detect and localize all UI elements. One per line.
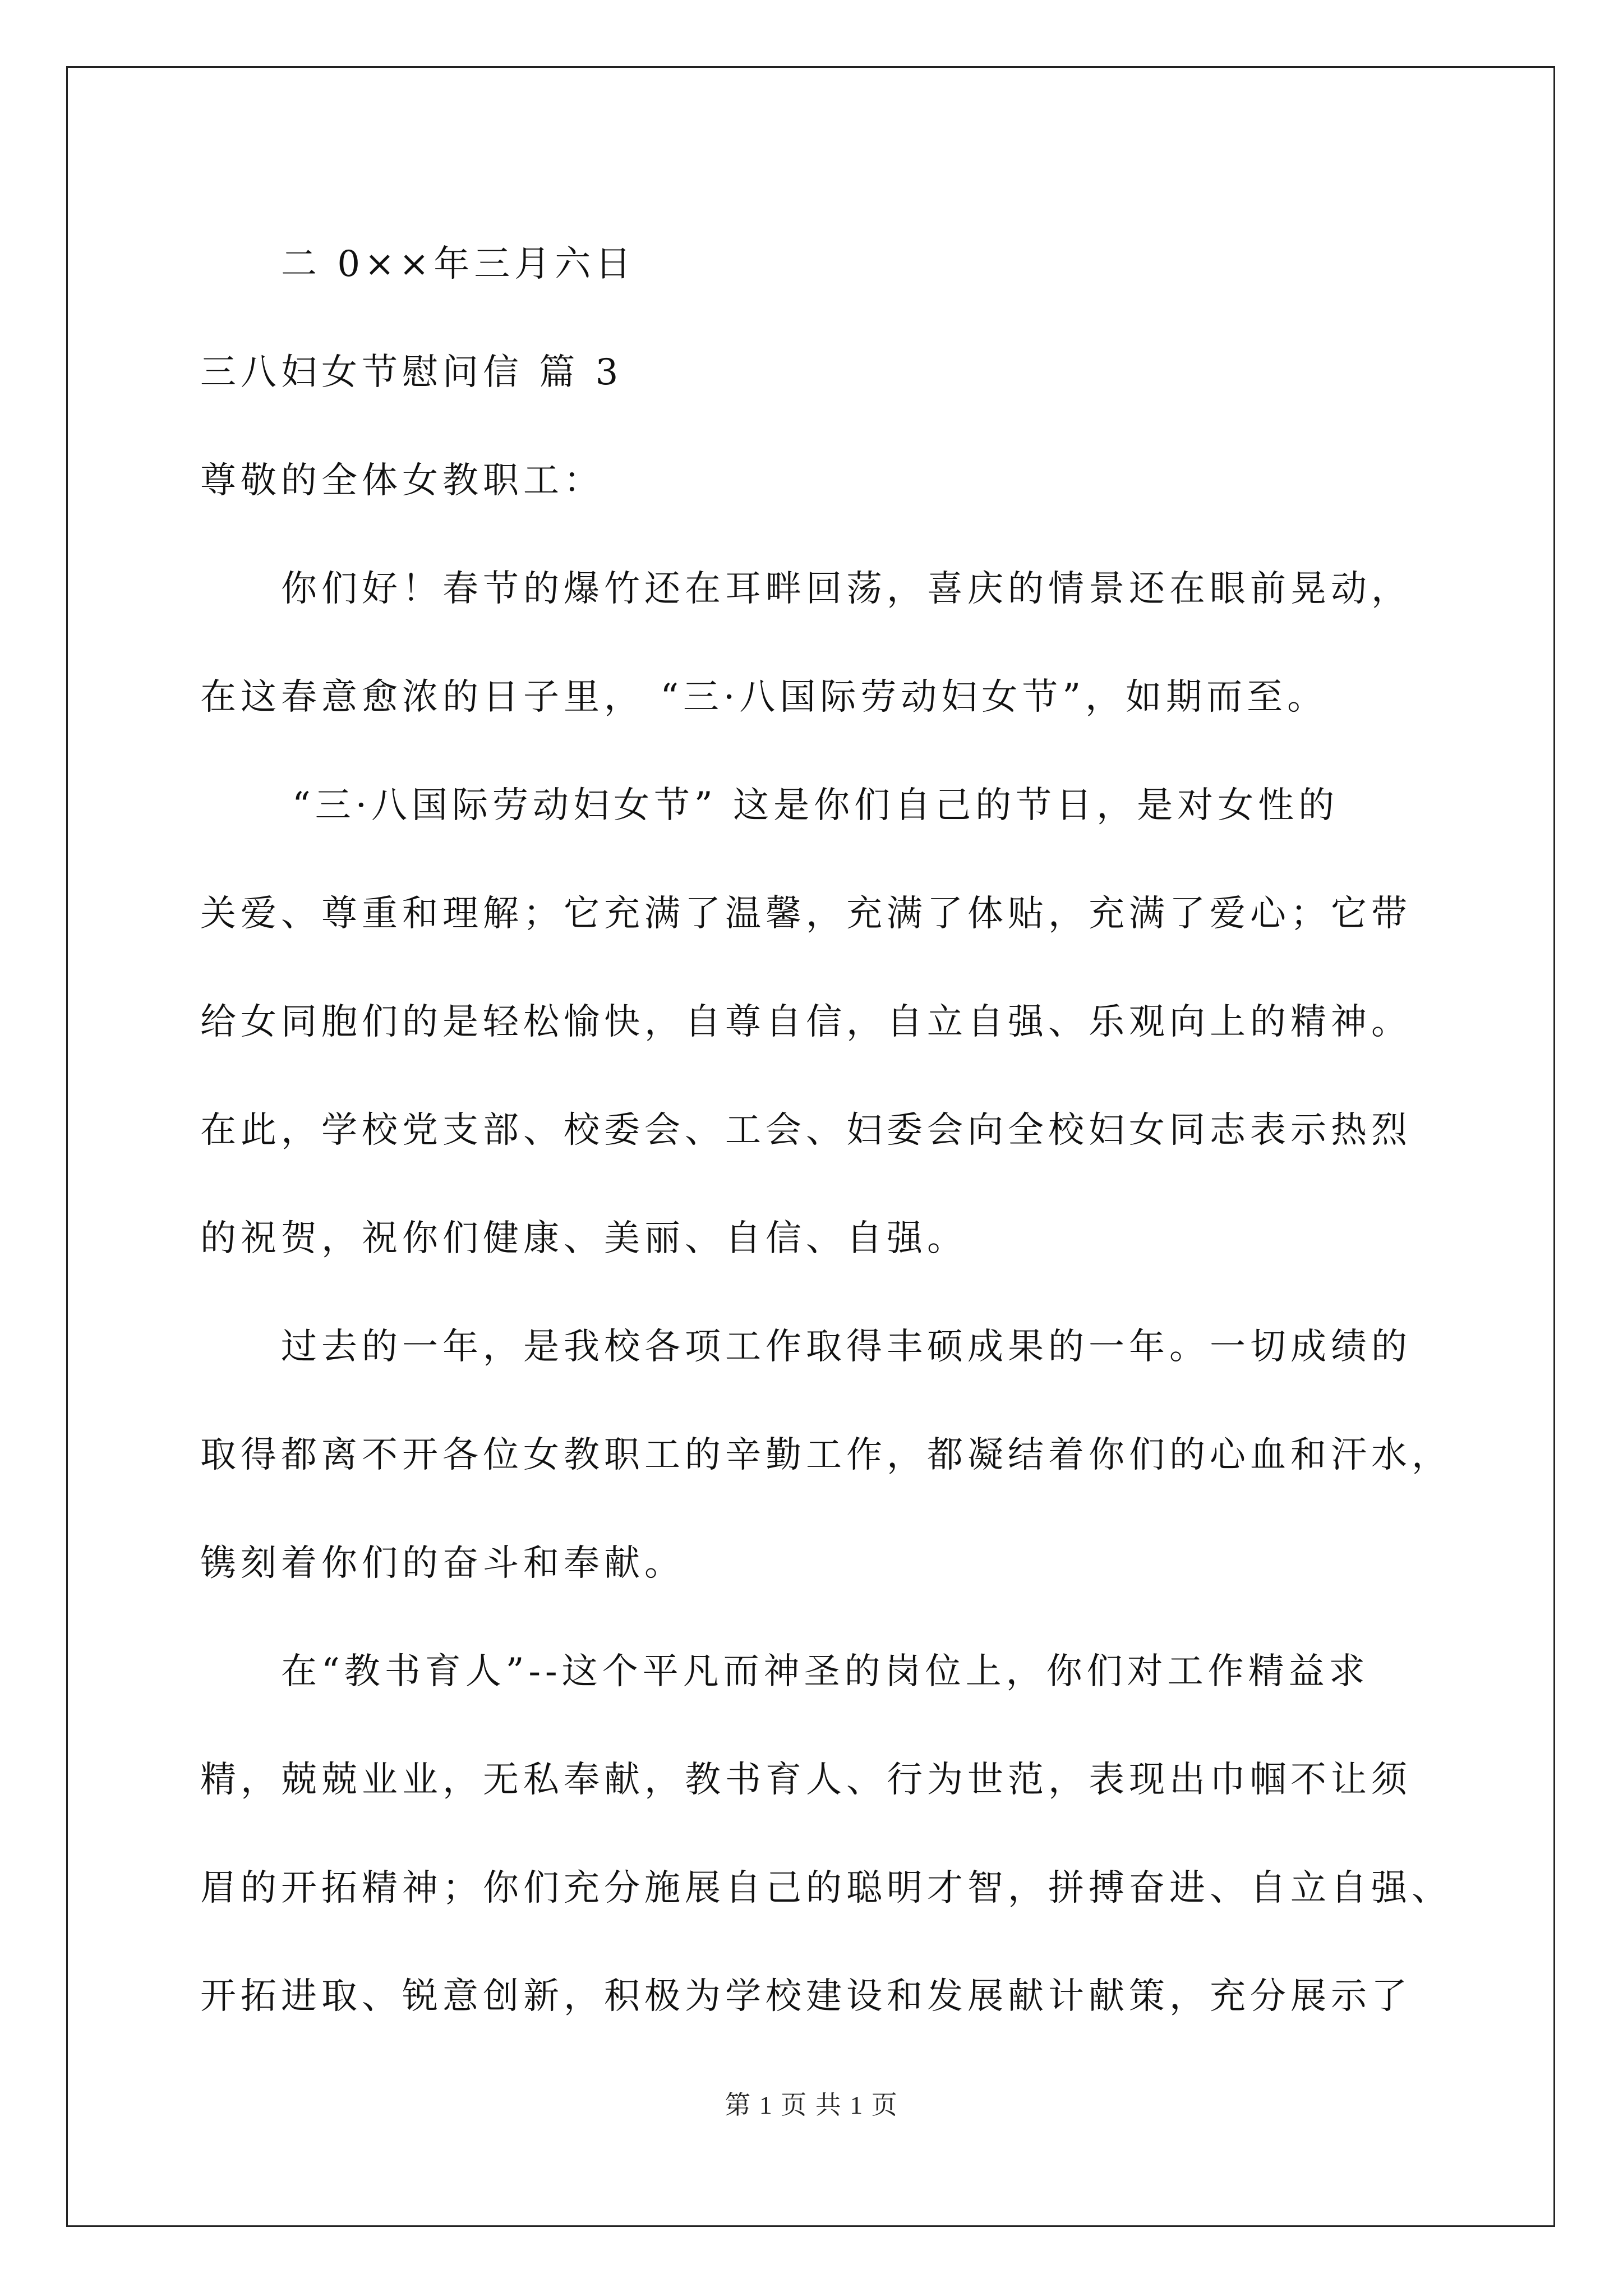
page-footer: 第 1 页 共 1 页: [725, 2091, 898, 2119]
text-line: 你们好！春节的爆竹还在耳畔回荡，喜庆的情景还在眼前晃动，: [281, 568, 1412, 610]
text-line: 在“教书育人”--这个平凡而神圣的岗位上，你们对工作精益求: [281, 1651, 1370, 1692]
text-line: 给女同胞们的是轻松愉快，自尊自信，自立自强、乐观向上的精神。: [200, 1001, 1412, 1043]
text-line: 开拓进取、锐意创新，积极为学校建设和发展献计献策，充分展示了: [200, 1976, 1412, 2017]
text-line: 二 0××年三月六日: [281, 243, 636, 285]
document-body: [200, 210, 1452, 2051]
text-line: 过去的一年，是我校各项工作取得丰硕成果的一年。一切成绩的: [281, 1326, 1412, 1368]
text-line: 尊敬的全体女教职工：: [200, 460, 604, 501]
text-line: 在这春意愈浓的日子里， “三·八国际劳动妇女节”，如期而至。: [200, 677, 1328, 718]
text-line: 三八妇女节慰问信 篇 3: [200, 352, 623, 393]
text-line: 关爱、尊重和理解；它充满了温馨，充满了体贴，充满了爱心；它带: [200, 893, 1412, 935]
text-line: “三·八国际劳动妇女节” 这是你们自己的节日，是对女性的: [292, 785, 1339, 826]
text-line: 在此，学校党支部、校委会、工会、妇委会向全校妇女同志表示热烈: [200, 1110, 1412, 1151]
text-line: 的祝贺，祝你们健康、美丽、自信、自强。: [200, 1218, 967, 1259]
text-line: 镌刻着你们的奋斗和奉献。: [200, 1543, 685, 1584]
text-line: 眉的开拓精神；你们充分施展自己的聪明才智，拼搏奋进、自立自强、: [200, 1867, 1452, 1909]
text-line: 精，兢兢业业，无私奉献，教书育人、行为世范，表现出巾帼不让须: [200, 1759, 1412, 1801]
text-line: 取得都离不开各位女教职工的辛勤工作，都凝结着你们的心血和汗水，: [200, 1434, 1452, 1476]
